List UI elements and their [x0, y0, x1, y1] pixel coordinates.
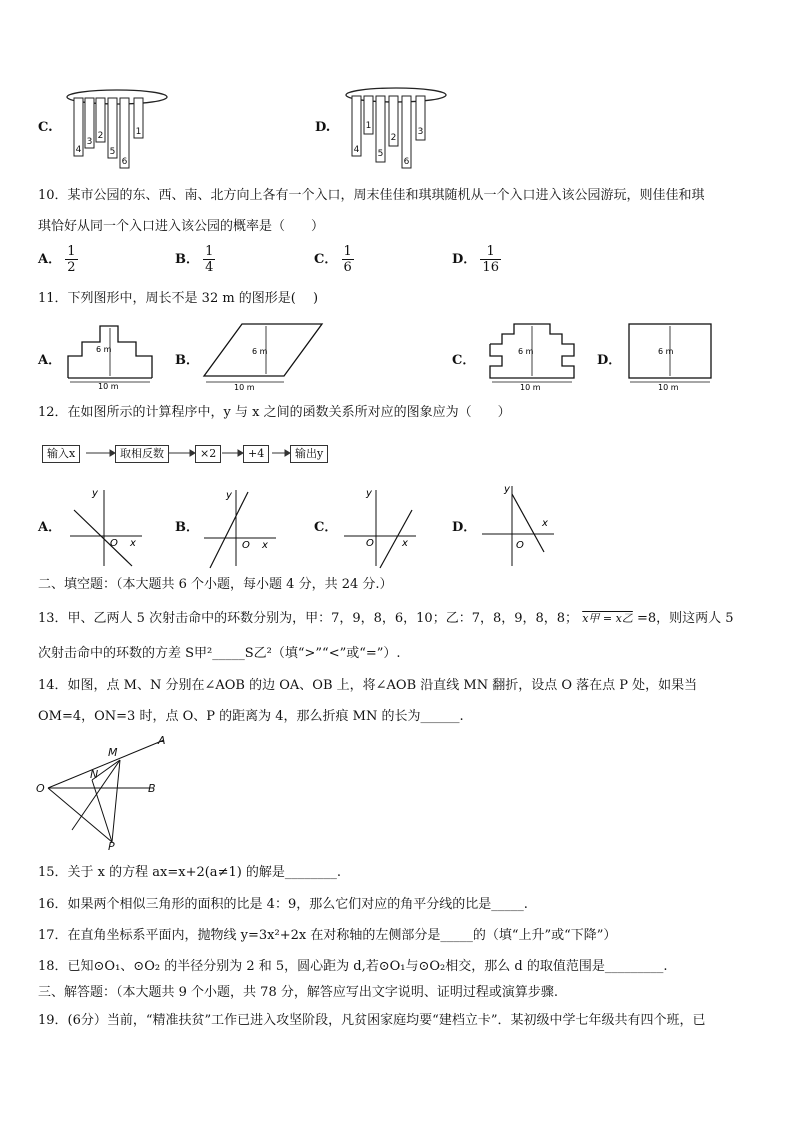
q10-option-c: C． $\frac{1}{6}$	[314, 244, 352, 275]
q11-option-a-figure	[66, 320, 156, 392]
svg-text:y: y	[226, 490, 232, 501]
q18-stem: 18．已知⊙O₁、⊙O₂ 的半径分别为 2 和 5，圆心距为 d,若⊙O₁与⊙O₂相交，那么 d 的取值范围是_________.	[38, 959, 668, 974]
q9-option-d-label: D.	[315, 120, 331, 135]
svg-text:N: N	[90, 768, 99, 781]
svg-text:B: B	[148, 782, 156, 795]
q11-option-c-figure	[486, 320, 580, 394]
q13-stem-line1: 13．甲、乙两人 5 次射击命中的环数分别为，甲：7，9，8，6，10；乙：7，8，9，8，8； x甲 = x乙 =8，则这两人 5	[38, 611, 734, 626]
q9c-tag: 1	[135, 127, 142, 137]
q9c-tag: 3	[86, 137, 93, 147]
q9d-tag: 1	[365, 121, 372, 131]
flow-step-times2: ×2	[195, 445, 221, 463]
q14-stem-line2: OM=4，ON=3 时，点 O、P 的距离为 4，那么折痕 MN 的长为______.	[38, 709, 464, 724]
q13-stem-line2: 次射击命中的环数的方差 S甲²_____S乙²（填“>”“<”或“=”）.	[38, 646, 401, 661]
section2-heading: 二、填空题：（本大题共 6 个小题，每小题 4 分，共 24 分.）	[38, 577, 393, 592]
q9d-tag: 6	[403, 157, 410, 167]
svg-text:x: x	[130, 538, 136, 549]
q17-stem: 17．在直角坐标系平面内，抛物线 y=3x²+2x 在对称轴的左侧部分是_____的（填“上升”或“下降”）	[38, 928, 617, 943]
svg-text:y: y	[92, 488, 98, 499]
svg-text:M: M	[108, 746, 118, 759]
q9d-tag: 5	[377, 149, 384, 159]
q10-stem-line1: 10．某市公园的东、西、南、北方向上各有一个入口，周末佳佳和琪琪随机从一个入口进入该公园游玩，则佳佳和琪	[38, 188, 705, 203]
q9-option-d-figure	[340, 82, 452, 170]
flow-step-output: 输出y	[290, 445, 328, 463]
q9d-tag: 2	[390, 133, 397, 143]
q14-stem-line1: 14．如图，点 M、N 分别在∠AOB 的边 OA、OB 上，将∠AOB 沿直线 MN 翻折，设点 O 落在点 P 处，如果当	[38, 678, 698, 693]
q12-option-c-graph	[340, 484, 420, 570]
q12-option-a-label: A．	[38, 520, 62, 535]
svg-text:O: O	[516, 540, 524, 551]
q9d-tag: 3	[417, 127, 424, 137]
q12-stem: 12．在如图所示的计算程序中，y 与 x 之间的函数关系所对应的图象应为（ ）	[38, 405, 511, 420]
svg-text:O: O	[36, 782, 45, 795]
q9-option-c-figure	[62, 84, 172, 170]
svg-text:6 m: 6 m	[96, 345, 112, 354]
q12-option-d-label: D．	[452, 520, 477, 535]
q11-option-c-label: C．	[452, 353, 476, 368]
svg-text:x: x	[402, 538, 408, 549]
flow-step-input: 输入x	[42, 445, 80, 463]
q10-stem-line2: 琪恰好从同一个入口进入该公园的概率是（ ）	[38, 219, 325, 234]
q14-figure	[32, 730, 182, 850]
q12-option-a-graph	[66, 484, 146, 570]
q11-option-d-figure	[626, 320, 716, 394]
svg-text:10 m: 10 m	[658, 383, 679, 392]
q11-option-d-label: D．	[597, 353, 622, 368]
q15-stem: 15．关于 x 的方程 ax=x+2(a≠1) 的解是________.	[38, 865, 342, 880]
section3-heading: 三、解答题：（本大题共 9 个小题，共 78 分，解答应写出文字说明、证明过程或演算步骤.	[38, 985, 558, 1000]
svg-text:y: y	[504, 484, 510, 495]
svg-text:x: x	[262, 540, 268, 551]
q9c-tag: 6	[121, 157, 128, 167]
svg-text:10 m: 10 m	[234, 383, 255, 392]
q12-option-b-label: B．	[175, 520, 199, 535]
q12-option-c-label: C．	[314, 520, 338, 535]
svg-text:6 m: 6 m	[658, 347, 674, 356]
q11-stem: 11．下列图形中，周长不是 32 m 的图形是( )	[38, 291, 319, 306]
q19-stem: 19．(6分）当前，“精准扶贫”工作已进入攻坚阶段，凡贫困家庭均要“建档立卡”．某初级中学七年级共有四个班，已	[38, 1013, 706, 1028]
svg-text:10 m: 10 m	[520, 383, 541, 392]
svg-text:O: O	[366, 538, 374, 549]
svg-text:6 m: 6 m	[252, 347, 268, 356]
q9c-tag: 4	[75, 145, 82, 155]
q11-option-b-label: B．	[175, 353, 199, 368]
q9c-tag: 2	[97, 131, 104, 141]
q10-option-a: A． $\frac{1}{2}$	[38, 244, 76, 275]
q10-option-d: D． $\frac{1}{16}$	[452, 244, 499, 275]
q11-option-a-label: A．	[38, 353, 62, 368]
q10-option-b: B． $\frac{1}{4}$	[175, 244, 214, 275]
flow-step-negate: 取相反数	[115, 445, 169, 463]
svg-text:10 m: 10 m	[98, 382, 119, 391]
svg-text:A: A	[158, 734, 166, 747]
q12-option-d-graph	[478, 480, 558, 570]
svg-text:6 m: 6 m	[518, 347, 534, 356]
q9-option-c-label: C.	[38, 120, 53, 135]
q12-option-b-graph	[200, 484, 280, 570]
svg-text:x: x	[542, 518, 548, 529]
svg-text:P: P	[108, 840, 115, 850]
q11-option-b-figure	[200, 320, 328, 394]
svg-text:O: O	[110, 538, 118, 549]
q9c-tag: 5	[109, 147, 116, 157]
svg-text:O: O	[242, 540, 250, 551]
q9d-tag: 4	[353, 145, 360, 155]
svg-text:y: y	[366, 488, 372, 499]
q16-stem: 16．如果两个相似三角形的面积的比是 4：9，那么它们对应的角平分线的比是_____.	[38, 897, 528, 912]
q13-mean-expression: x甲 = x乙	[582, 612, 633, 625]
flow-step-plus4: +4	[243, 445, 269, 463]
